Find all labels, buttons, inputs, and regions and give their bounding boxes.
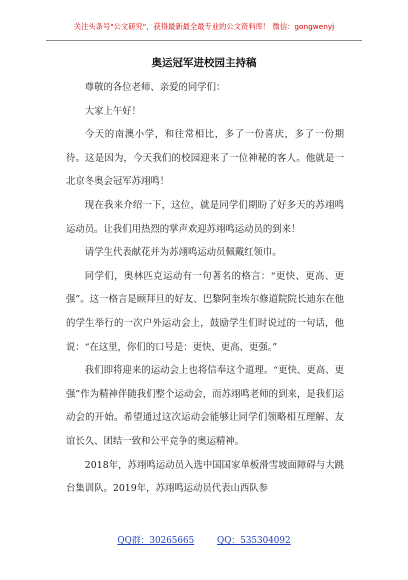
paragraph: 请学生代表献花并为苏翊鸣运动员佩戴红领巾。 bbox=[84, 247, 282, 259]
paragraph: 我们即将迎来的运动会上也将信奉这个道理。“更快、更高、更强”作为精神伴随我们整个运动会，而苏翊鸣老师的到来，是我们运动会的开始。希望通过这次运动会能够让同学们领略相互理解、友谊长久、团结一致和公平竞争的奥运精神。 bbox=[66, 365, 344, 447]
paragraph: 今天的南澳小学，和往常相比，多了一份喜庆，多了一份期待。这是因为，今天我们的校园迎来了一位神秘的客人。他就是一北京冬奥会冠军苏翊鸣！ bbox=[66, 129, 344, 188]
paragraph: 同学们，奥林匹克运动有一句著名的格言：“更快、更高、更强”。这一格言是顾拜旦的好友、巴黎阿奎埃尔修道院院长迪东在他的学生举行的一次户外运动会上，鼓励学生们时说过的一句话，他说：“在这里，你们的口号是：更快、更高、更强。” bbox=[66, 270, 344, 353]
footer-contact bbox=[0, 533, 408, 546]
header-banner: 关注头条号"公文研究"，获得最新最全最专业的公文资料库！ 微信：gongwenyj bbox=[73, 22, 335, 31]
document-title: 奥运冠军进校园主持稿 bbox=[151, 57, 257, 69]
header-divider bbox=[46, 40, 362, 41]
paragraph: 现在我来介绍一下，这位，就是同学们期盼了好多天的苏翊鸣运动员。让我们用热烈的掌声欢迎苏翊鸣运动员的到来！ bbox=[66, 199, 344, 235]
footer-qq-group[interactable]: QQ群：30265665 bbox=[117, 536, 195, 546]
paragraph: 2018年，苏翊鸣运动员入选中国国家单板滑雪坡面障碍与大跳台集训队。2019年，苏翊鸣运动员代表山西队参 bbox=[66, 459, 344, 495]
paragraph: 尊敬的各位老师、亲爱的同学们： bbox=[84, 82, 226, 93]
document-body bbox=[66, 76, 344, 501]
footer-qq-contact[interactable]: QQ：535304092 bbox=[217, 536, 291, 546]
paragraph: 大家上午好！ bbox=[84, 105, 142, 117]
